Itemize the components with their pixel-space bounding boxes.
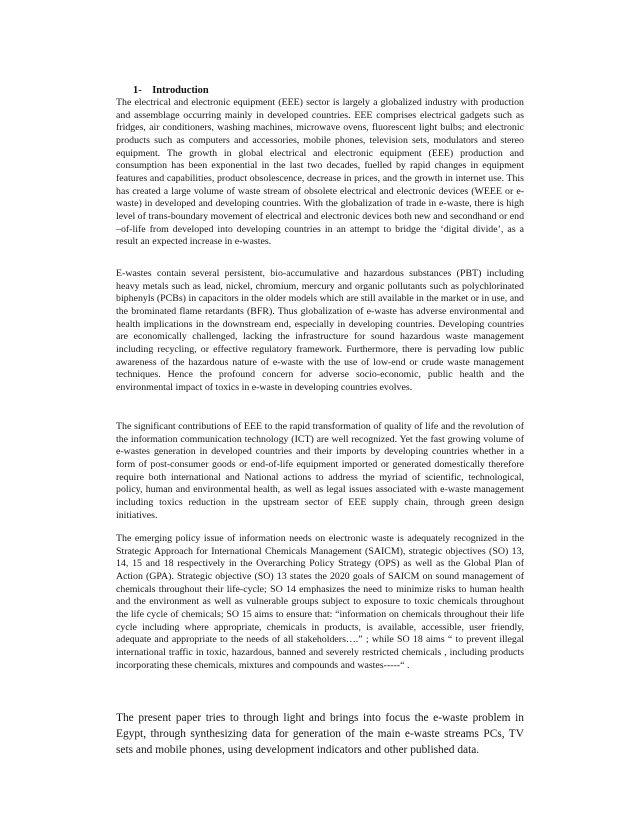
paragraph-e-waste-hazards: E-wastes contain several persistent, bio-accumulative and hazardous substances (PBT) including heavy metals such as lead, nickel, chromium, mercury and organic pollutants such as polychlorinated biphenyls (PCBs) in capacitors in the older models which are still available in the market or in use, and the brominated flame retardants (BFR). Thus globalization of e-waste has adverse environmental and health implications in the downstream end, especially in developing countries. Developing countries are economically challenged, lacking the infrastructure for sound hazardous waste management including recycling, or effective regulatory framework. Furthermore, there is pervading low public awareness of the hazardous nature of e-waste with the use of low-end or crude waste management techniques. Hence the profound concern for adverse socio-economic, public health and the environmental impact of toxics in e-waste in developing countries evolves.	[116, 268, 524, 393]
paragraph-policy-saicm: The emerging policy issue of information needs on electronic waste is adequately recognized in the Strategic Approach for International Chemicals Management (SAICM), strategic objectives (SO) 13, 14, 15 and 18 respectively in the Overarching Policy Strategy (OPS) as well as the Global Plan of Action (GPA). Strategic objective (SO) 13 states the 2020 goals of SAICM on sound management of chemicals throughout their life-cycle; SO 14 emphasizes the need to minimize risks to human health and the environment as well as vulnerable groups subject to exposure to toxic chemicals throughout the life cycle of chemicals; SO 15 aims to ensure that: “information on chemicals throughout their life cycle including where appropriate, chemicals in products, is available, accessible, user friendly, adequate and appropriate to the needs of all stakeholders….” ; while SO 18 aims “ to prevent illegal international traffic in toxic, hazardous, banned and severely restricted chemicals , including products incorporating these chemicals, mixtures and compounds and wastes-----“ .	[116, 533, 524, 671]
paragraph-eee-contributions: The significant contributions of EEE to the rapid transformation of quality of life and the revolution of the information communication technology (ICT) are well recognized. Yet the fast growing volume of e-wastes generation in developed countries and their imports by developing countries whether in a form of post-consumer goods or end-of-life equipment imported or generated domestically therefore require both international and National actions to address the myriad of scientific, technological, policy, human and environmental health, as well as legal issues associated with e-waste management including toxics reduction in the upstream sector of EEE supply chain, through green design initiatives.	[116, 421, 524, 521]
section-number: 1-	[133, 85, 142, 96]
paragraph-eee-sector: The electrical and electronic equipment (EEE) sector is largely a globalized industry with production and assemblage occurring mainly in developed countries. EEE comprises electrical gadgets such as fridges, air conditioners, washing machines, microwave ovens, fluorescent light bulbs; and electronic products such as computers and accessories, mobile phones, television sets, modulators and stereo equipment. The growth in global electrical and electronic equipment (EEE) production and consumption has been exponential in the last two decades, fuelled by rapid changes in equipment features and capabilities, product obsolescence, decrease in prices, and the growth in internet use. This has created a large volume of waste stream of obsolete electrical and electronic devices (WEEE or e-waste) in developed and developing countries. With the globalization of trade in e-waste, there is high level of trans-boundary movement of electrical and electronic devices both new and secondhand or end –of-life from developed into developing countries in an attempt to bridge the ‘digital divide’, as a result an expected increase in e-wastes.	[116, 97, 525, 248]
section-heading	[133, 85, 209, 96]
section-title: Introduction	[152, 85, 209, 96]
paragraph-paper-aim: The present paper tries to through light and brings into focus the e-waste problem in Egypt, through synthesizing data for generation of the main e-waste streams PCs, TV sets and mobile phones, using development indicators and other published data.	[116, 712, 524, 757]
